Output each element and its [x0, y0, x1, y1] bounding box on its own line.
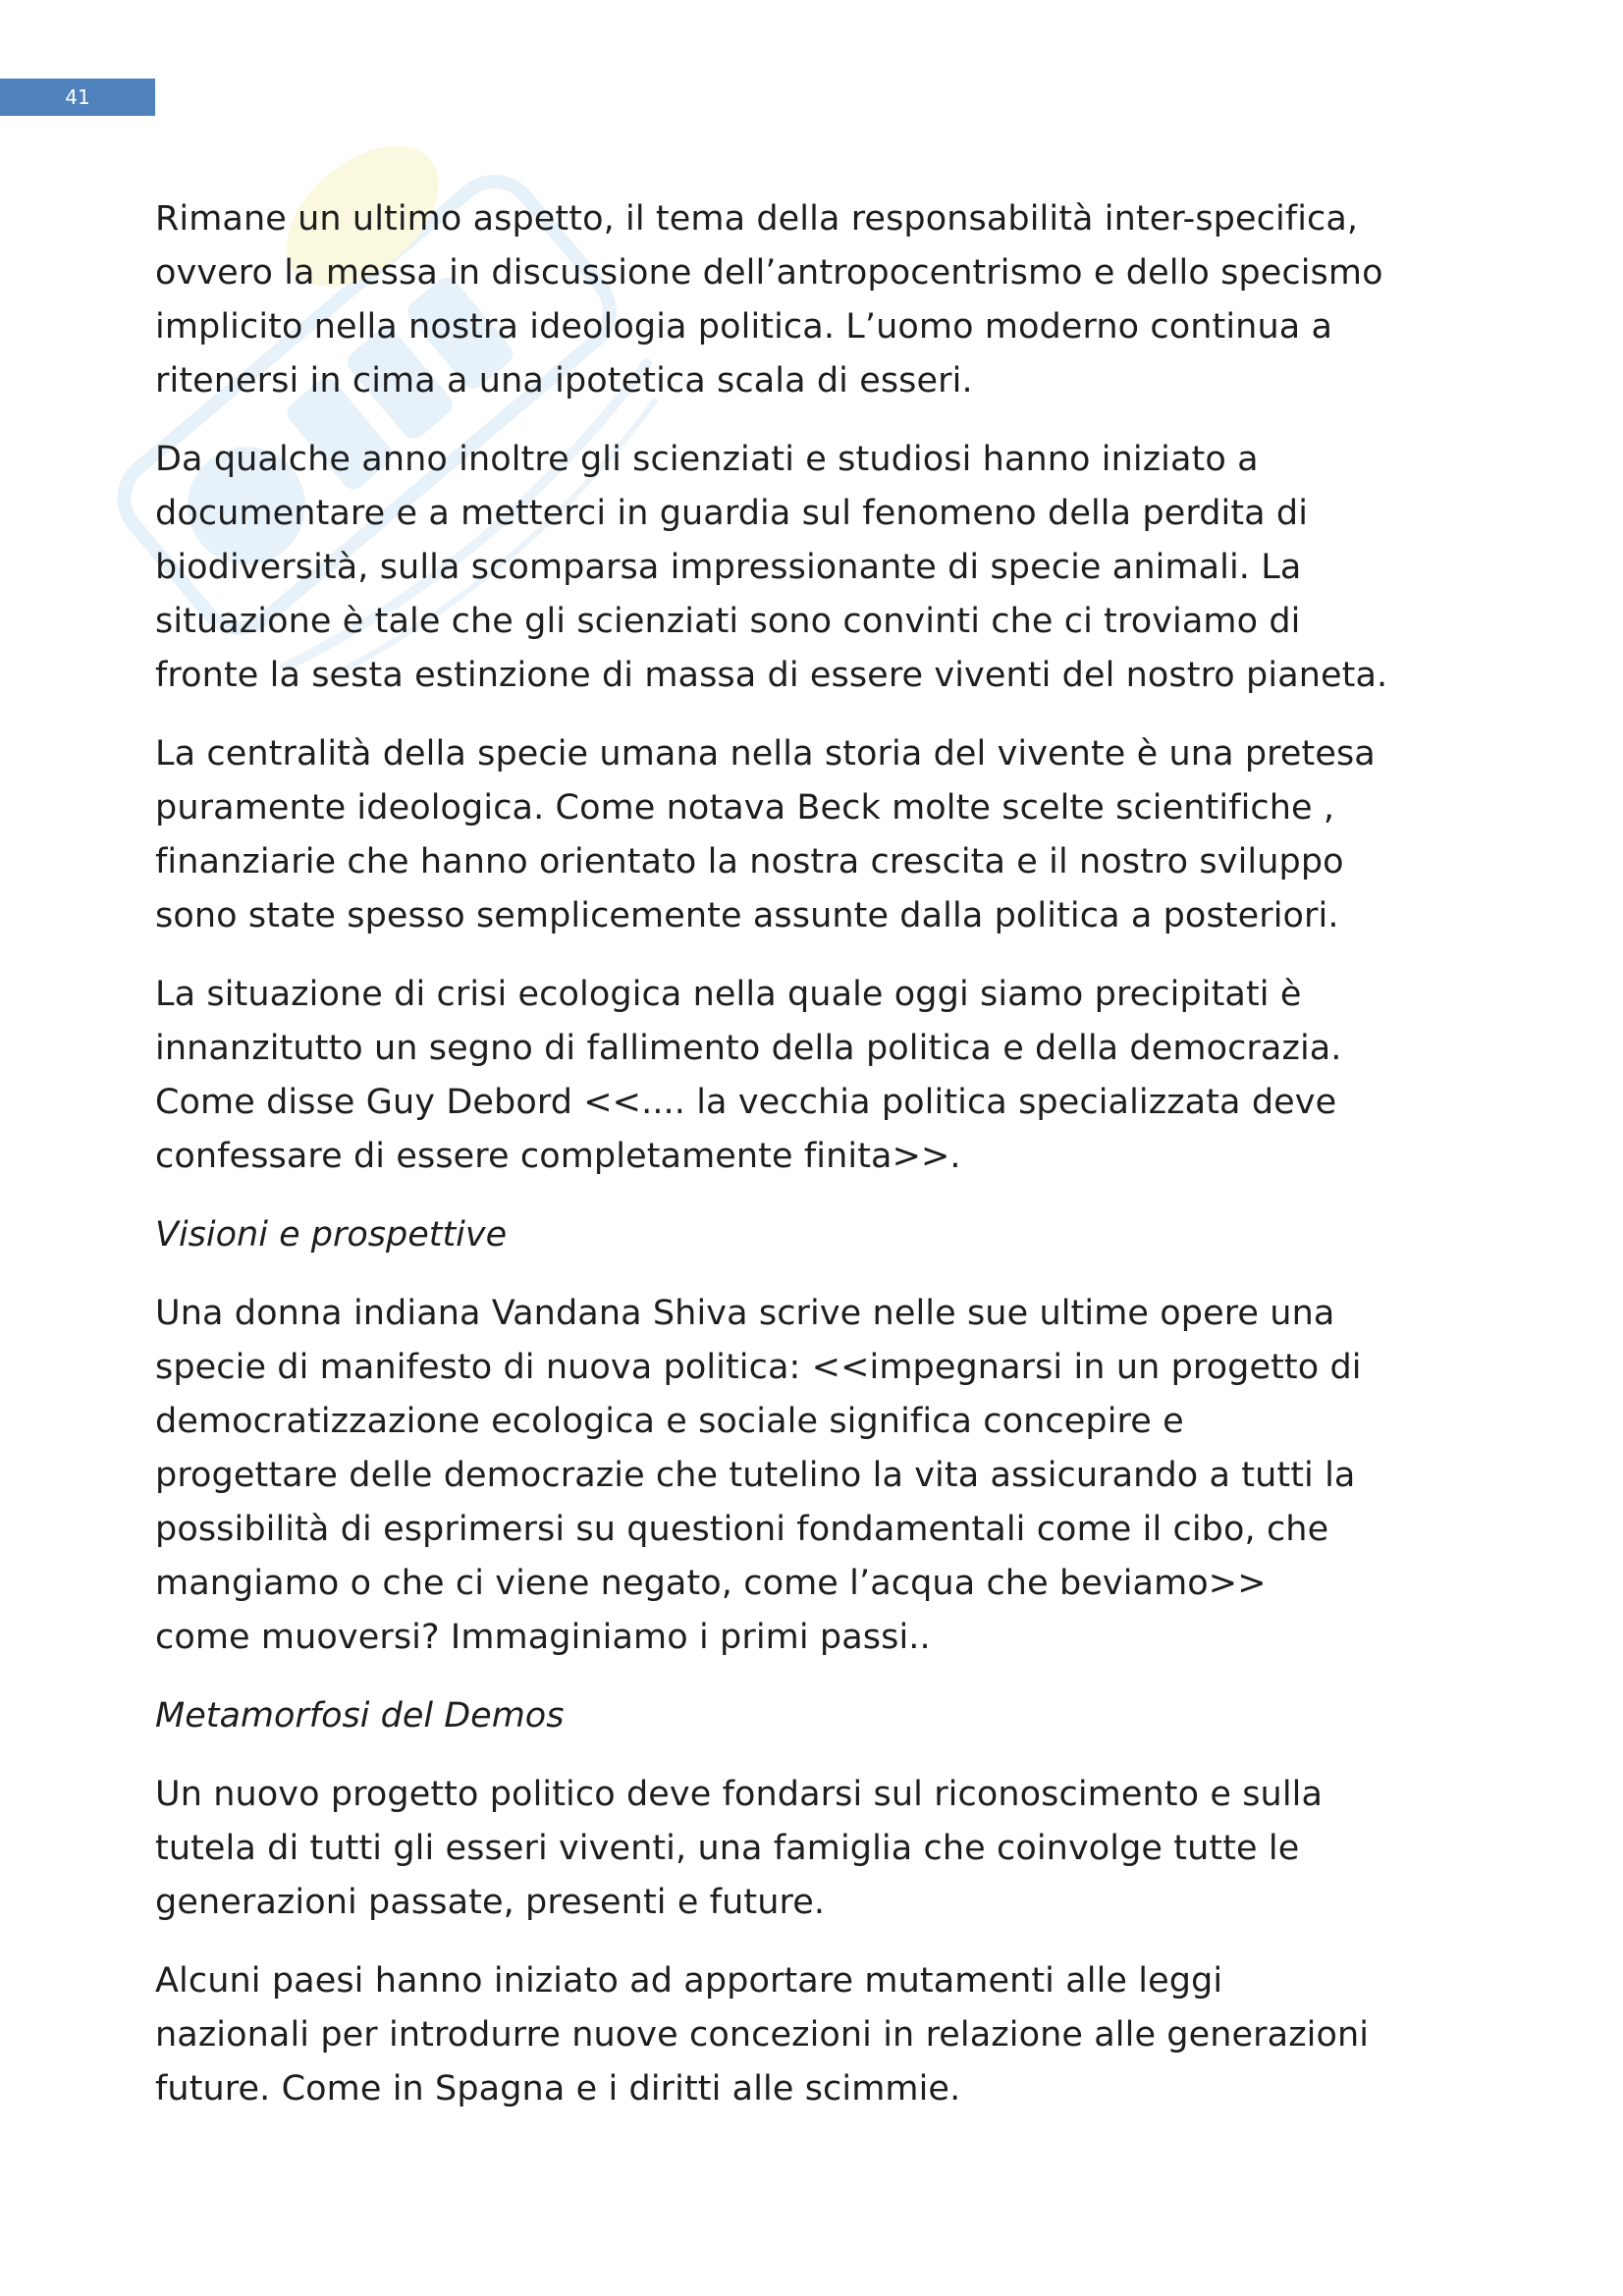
paragraph-line: innanzitutto un segno di fallimento della politica e della democrazia. [155, 1029, 1342, 1068]
paragraph-5 [155, 1287, 1490, 1665]
paragraph-line: specie di manifesto di nuova politica: <<impegnarsi in un progetto di [155, 1348, 1362, 1387]
paragraph-line: confessare di essere completamente finita>>. [155, 1137, 961, 1176]
paragraph-line: fronte la sesta estinzione di massa di essere viventi del nostro pianeta. [155, 656, 1388, 695]
paragraph-line: sono state spesso semplicemente assunte dalla politica a posteriori. [155, 896, 1339, 935]
paragraph-1 [155, 192, 1490, 408]
paragraph-line: Alcuni paesi hanno iniziato ad apportare mutamenti alle leggi [155, 1961, 1223, 2001]
paragraph-line: nazionali per introdurre nuove concezioni in relazione alle generazioni [155, 2015, 1370, 2055]
paragraph-2 [155, 433, 1490, 703]
paragraph-3 [155, 727, 1490, 943]
paragraph-line: ovvero la messa in discussione dell’antropocentrismo e dello specismo [155, 253, 1383, 293]
paragraph-line: mangiamo o che ci viene negato, come l’acqua che beviamo>> [155, 1564, 1267, 1603]
section-heading-metamorfosi: Metamorfosi del Demos [155, 1696, 565, 1735]
paragraph-line: La situazione di crisi ecologica nella quale oggi siamo precipitati è [155, 975, 1302, 1014]
paragraph-line: La centralità della specie umana nella storia del vivente è una pretesa [155, 734, 1376, 774]
paragraph-line: finanziarie che hanno orientato la nostra crescita e il nostro sviluppo [155, 842, 1344, 881]
paragraph-line: democratizzazione ecologica e sociale significa concepire e [155, 1402, 1184, 1441]
paragraph-line: Una donna indiana Vandana Shiva scrive nelle sue ultime opere una [155, 1294, 1335, 1333]
section-heading-visioni: Visioni e prospettive [155, 1215, 508, 1255]
paragraph-line: situazione è tale che gli scienziati sono convinti che ci troviamo di [155, 602, 1301, 641]
paragraph-line: tutela di tutti gli esseri viventi, una famiglia che coinvolge tutte le [155, 1829, 1300, 1868]
paragraph-line: generazioni passate, presenti e future. [155, 1883, 826, 1922]
paragraph-line: Un nuovo progetto politico deve fondarsi sul riconoscimento e sulla [155, 1775, 1324, 1814]
paragraph-line: documentare e a metterci in guardia sul fenomeno della perdita di [155, 494, 1309, 533]
paragraph-line: biodiversità, sulla scomparsa impressionante di specie animali. La [155, 548, 1302, 587]
paragraph-line: Rimane un ultimo aspetto, il tema della responsabilità inter-specifica, [155, 199, 1359, 239]
paragraph-line: puramente ideologica. Come notava Beck molte scelte scientifiche , [155, 788, 1335, 828]
paragraph-line: possibilità di esprimersi su questioni fondamentali come il cibo, che [155, 1510, 1329, 1549]
paragraph-line: progettare delle democrazie che tutelino la vita assicurando a tutti la [155, 1456, 1356, 1495]
paragraph-line: come muoversi? Immaginiamo i primi passi.. [155, 1618, 931, 1657]
paragraph-line: ritenersi in cima a una ipotetica scala di esseri. [155, 361, 973, 400]
paragraph-line: future. Come in Spagna e i diritti alle scimmie. [155, 2069, 961, 2109]
body-text [155, 192, 1490, 2141]
paragraph-line: implicito nella nostra ideologia politica. L’uomo moderno continua a [155, 307, 1333, 347]
paragraph-7 [155, 1954, 1490, 2116]
paragraph-line: Come disse Guy Debord <<.... la vecchia politica specializzata deve [155, 1083, 1337, 1122]
paragraph-6 [155, 1768, 1490, 1930]
paragraph-line: Da qualche anno inoltre gli scienziati e studiosi hanno iniziato a [155, 440, 1259, 479]
page-number: 41 [65, 85, 90, 109]
paragraph-4 [155, 968, 1490, 1184]
